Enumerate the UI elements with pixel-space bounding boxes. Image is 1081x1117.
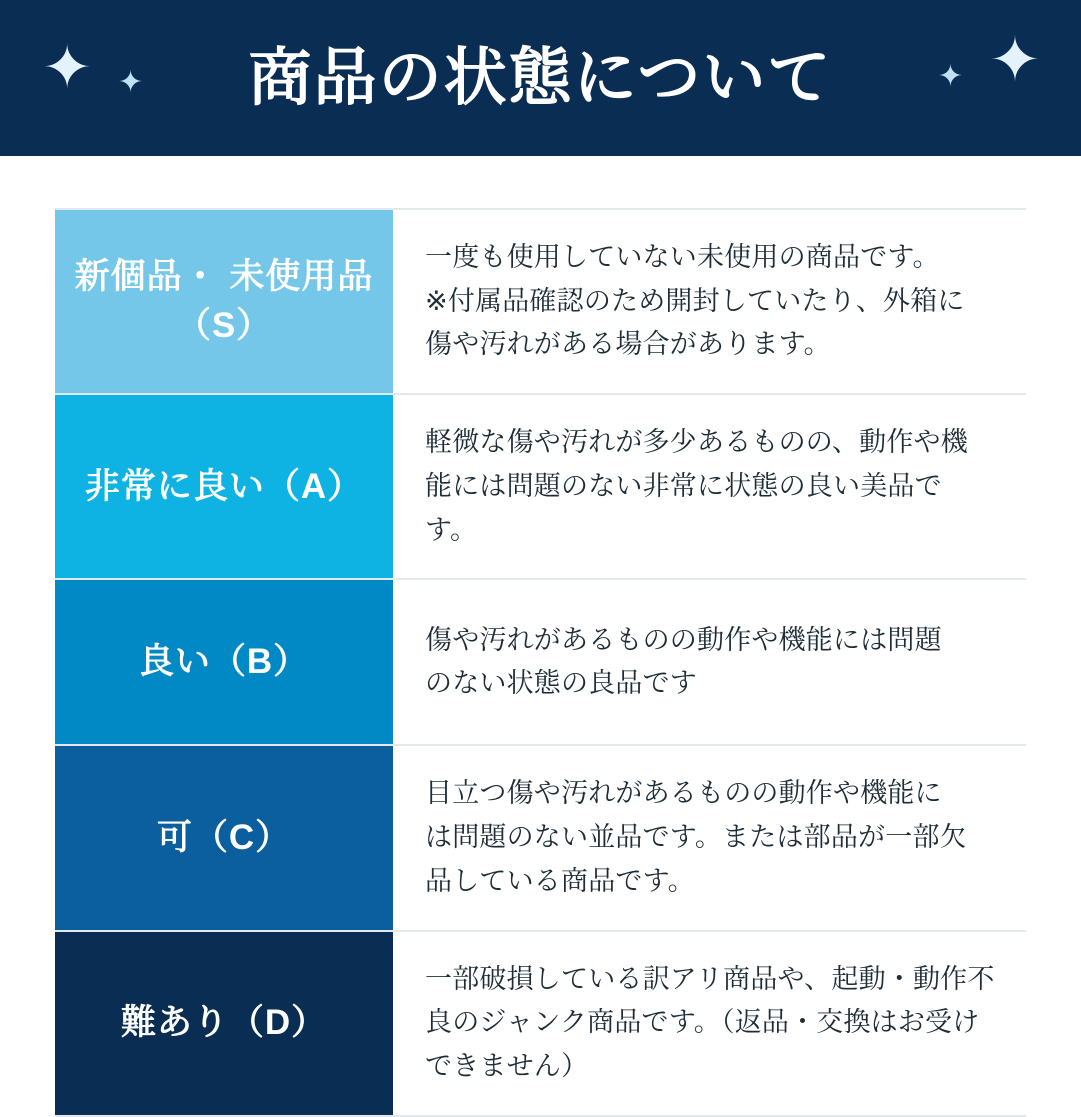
description-cell-s [393,210,1026,393]
table-row [55,208,1026,395]
description-line: 一部破損している訳アリ商品や、起動・動作不 [425,963,995,994]
description-line: ※付属品確認のため開封していたり、外箱に [425,285,965,316]
description-line: 能には問題のない非常に状態の良い美品で [425,470,942,501]
grade-cell-c [55,746,393,929]
description-line: 一度も使用していない未使用の商品です。 [425,242,940,272]
description-line: 軽微な傷や汚れが多少あるものの、動作や機 [425,427,968,458]
grade-cell-a [55,395,393,578]
description-cell-b [393,580,1026,744]
sparkle-small-icon: ✦ [937,60,963,93]
description-line: のない状態の良品です [425,668,697,699]
table-row [55,395,1026,580]
description-cell-d [393,932,1026,1115]
grade-label-line1: 非常に良い（A） [84,466,364,506]
description-line: 品している商品です。 [425,865,695,896]
description-line: は問題のない並品です。または部品が一部欠 [425,822,967,853]
page-title: 商品の状態について [248,42,833,113]
table-row [55,746,1026,931]
description-line: す。 [425,514,478,545]
sparkle-small-icon: ✦ [118,66,144,99]
sparkle-icon: ✦ [42,34,93,101]
table-row [55,932,1026,1117]
grade-label-line1: 可（C） [156,817,292,857]
description-line: 目立つ傷や汚れがあるものの動作や機能に [425,778,942,809]
grade-label-line1: 良い（B） [138,642,310,682]
grade-cell-b [55,580,393,744]
page-header [0,0,1081,156]
grade-label-line1: 新個品・ [74,257,219,297]
description-line: できません） [425,1051,589,1082]
description-line: 傷や汚れがある場合があります。 [425,329,831,360]
grade-cell-d [55,932,393,1115]
condition-table [55,208,1026,1117]
description-cell-a [393,395,1026,578]
description-line: 良のジャンク商品です。（返品・交換はお受け [425,1007,980,1038]
sparkle-icon: ✦ [989,26,1041,95]
description-line: 傷や汚れがあるものの動作や機能には問題 [425,624,942,655]
grade-label-line1: 難あり（D） [120,1003,328,1043]
description-cell-c [393,746,1026,929]
table-row [55,580,1026,746]
grade-cell-s [55,210,393,393]
grade-label-line2: 未使用品（S） [175,257,374,345]
